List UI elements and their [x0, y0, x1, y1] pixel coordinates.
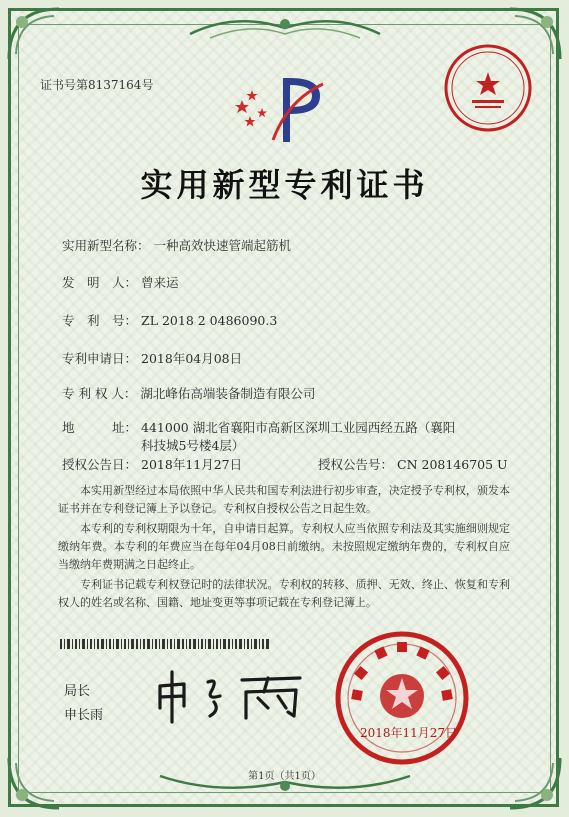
field-value: 2018年11月27日 [141, 457, 243, 472]
national-ip-seal-icon [332, 628, 472, 768]
inventor-field [62, 273, 179, 291]
field-value: ZL 2018 2 0486090.3 [141, 313, 278, 328]
field-value: 曾来运 [141, 275, 179, 290]
agency-seal-icon [442, 42, 534, 134]
field-value: 湖北峰佑高端装备制造有限公司 [140, 386, 316, 401]
corner-ornament-icon [4, 4, 64, 64]
announcement-number-field [318, 455, 508, 473]
paragraph-grant: 本实用新型经过本局依照中华人民共和国专利法进行初步审查，决定授予专利权，颁发本证书并在专利登记簿上予以登记。专利权自授权公告之日起生效。 [58, 484, 510, 515]
patentee-field [62, 384, 315, 402]
announcement-date-field [62, 455, 242, 473]
seal-date: 2018年11月27日 [360, 726, 458, 740]
filing-date-field [62, 349, 242, 367]
director-title-label: 局长 [64, 684, 91, 699]
field-value: CN 208146705 U [397, 457, 508, 472]
field-value: 一种高效快速管端起筋机 [153, 238, 292, 253]
certificate-title: 实用新型专利证书 [140, 166, 429, 204]
certificate-number: 证书号第8137164号 [40, 78, 154, 92]
address-field-line2 [141, 436, 244, 454]
sipo-logo-icon [228, 70, 338, 150]
field-label: 发 明 人： [62, 275, 138, 290]
director-name-label: 申长雨 [64, 708, 104, 723]
field-label: 专利申请日： [62, 351, 138, 366]
field-value: 441000 湖北省襄阳市高新区深圳工业园西经五路（襄阳 [141, 420, 456, 435]
patent-number-field [62, 311, 277, 329]
top-ornament-icon [180, 10, 390, 44]
field-label: 授权公告日： [62, 457, 138, 472]
field-value: 科技城5号楼4层） [141, 438, 245, 453]
address-field [62, 418, 455, 436]
field-label: 专 利 号： [62, 313, 138, 328]
barcode-icon [60, 634, 270, 644]
utility-model-name-field [62, 236, 291, 254]
corner-ornament-icon [4, 753, 64, 813]
paragraph-status: 专利证书记载专利权登记时的法律状况。专利权的转移、质押、无效、终止、恢复和专利权人的姓名或名称、国籍、地址变更等事项记载在专利登记簿上。 [58, 578, 510, 609]
page-number: 第1页（共1页） [248, 771, 321, 782]
field-label: 地 址： [62, 420, 138, 435]
corner-ornament-icon [505, 753, 565, 813]
paragraph-term: 本专利的专利权期限为十年，自申请日起算。专利权人应当依照专利法及其实施细则规定缴纳年费。本专利的年费应当在每年04月08日前缴纳。未按照规定缴纳年费的，专利权自应当缴纳年费期满之日起终止。 [58, 522, 510, 571]
field-label: 专 利 权 人： [62, 386, 137, 401]
field-label: 实用新型名称： [62, 238, 150, 253]
field-label: 授权公告号： [318, 457, 394, 472]
handwritten-signature-icon [150, 658, 310, 728]
field-value: 2018年04月08日 [141, 351, 243, 366]
